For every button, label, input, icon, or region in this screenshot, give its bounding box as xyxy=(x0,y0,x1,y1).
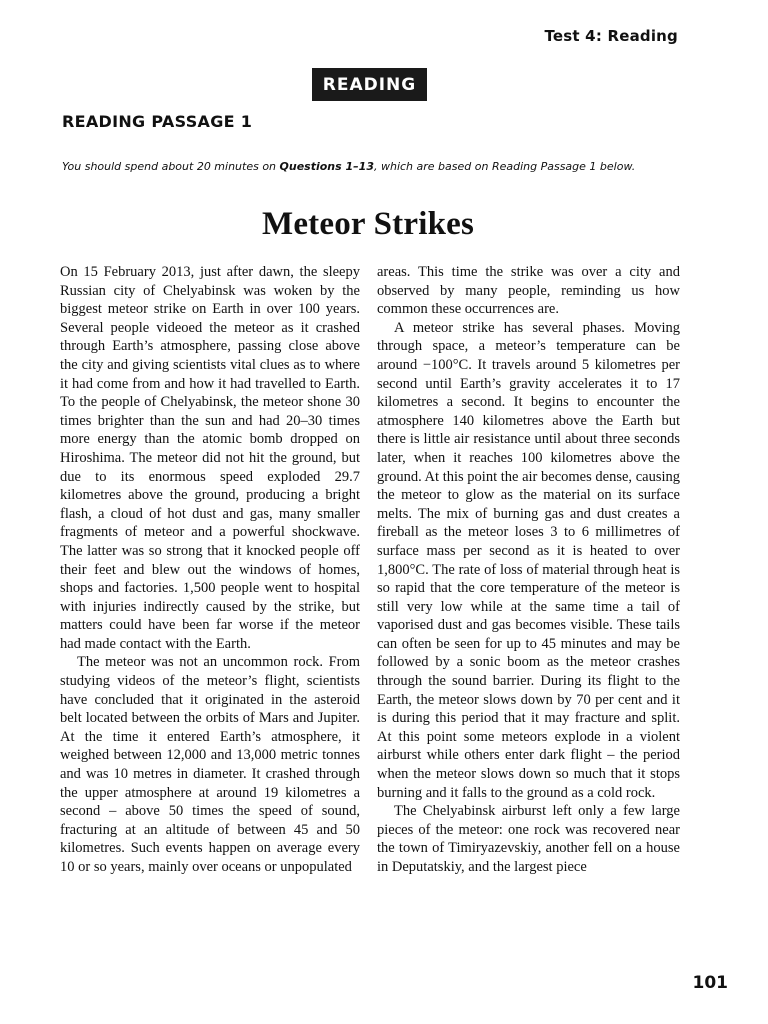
paragraph: The meteor was not an uncommon rock. From studying videos of the meteor’s flight, scientists have concluded that it originated in the asteroid belt located between the orbits of Mars and Jupiter. At the time it entered Earth’s atmosphere, it weighed between 12,000 and 13,000 metric tonnes and was 10 metres in diameter. It crashed through the upper atmosphere at around 19 kilometres a second – above 50 times the speed of sound, fracturing at an altitude of between 45 and 50 kilometres. Such events happen on average every 10 or so years, mainly over oceans or unpopulated xyxy=(60,654,360,875)
passage-heading: READING PASSAGE 1 xyxy=(62,112,253,131)
paragraph: areas. This time the strike was over a city and observed by many people, reminding us how common these occurrences are. xyxy=(377,264,680,318)
article-title: Meteor Strikes xyxy=(261,206,475,242)
instruction-lead: You should spend about 20 minutes on xyxy=(62,160,280,173)
article-right-column xyxy=(377,263,680,877)
section-label: READING xyxy=(312,68,427,101)
running-header: Test 4: Reading xyxy=(544,27,678,45)
article-left-column xyxy=(60,263,360,877)
paragraph: On 15 February 2013, just after dawn, the sleepy Russian city of Chelyabinsk was woken by the biggest meteor strike on Earth in over 100 years. Several people videoed the meteor as it crashed through Earth’s atmosphere, passing close above the city and giving scientists vital clues as to where it had come from and how it had travelled to Earth. To the people of Chelyabinsk, the meteor shone 30 times brighter than the sun and had 20–30 times more energy than the atomic bomb dropped on Hiroshima. The meteor did not hit the ground, but due to its enormous speed exploded 29.7 kilometres above the ground, producing a bright flash, a cloud of hot dust and gas, many smaller fragments of meteor and a powerful shockwave. The latter was so strong that it knocked people off their feet and blew out the windows of homes, shops and factories. 1,500 people went to hospital with injuries indirectly caused by the strike, but matters could have been far worse if the meteor had made contact with the Earth. xyxy=(60,264,360,652)
paragraph: The Chelyabinsk airburst left only a few large pieces of the meteor: one rock was recovered near the town of Timiryazevskiy, another fell on a house in Deputatskiy, and the largest piece xyxy=(377,803,680,875)
page-number: 101 xyxy=(692,973,728,993)
instruction-tail: , which are based on Reading Passage 1 below. xyxy=(373,160,636,173)
paragraph: A meteor strike has several phases. Moving through space, a meteor’s temperature can be around −100°C. It travels around 5 kilometres per second until Earth’s gravity accelerates it to 17 kilometres a second. It begins to encounter the atmosphere 140 kilometres above the Earth but there is little air resistance until about three seconds later, when it reaches 100 kilometres above the ground. At this point the air becomes dense, causing the meteor to glow as the material on its surface melts. The mix of burning gas and dust creates a fireball as the meteor loses 3 to 6 millimetres of surface mass per second as it is heated to over 1,800°C. The rate of loss of material through heat is so rapid that the core temperature of the meteor is still very low while at the same time a tail of vaporised dust and gas becomes visible. These tails can often be seen for up to 45 minutes and may be followed by a sonic boom as the meteor crashes through the sound barrier. During its flight to the Earth, the meteor slows down by 70 per cent and it is during this period that it may fracture and split. At this point some meteors explode in a violent airburst while others enter dark flight – the period when the meteor slows down so much that it stops burning and it falls to the ground as a cold rock. xyxy=(377,319,680,801)
instruction-text xyxy=(62,160,702,173)
instruction-questions: Questions 1–13 xyxy=(279,160,374,173)
